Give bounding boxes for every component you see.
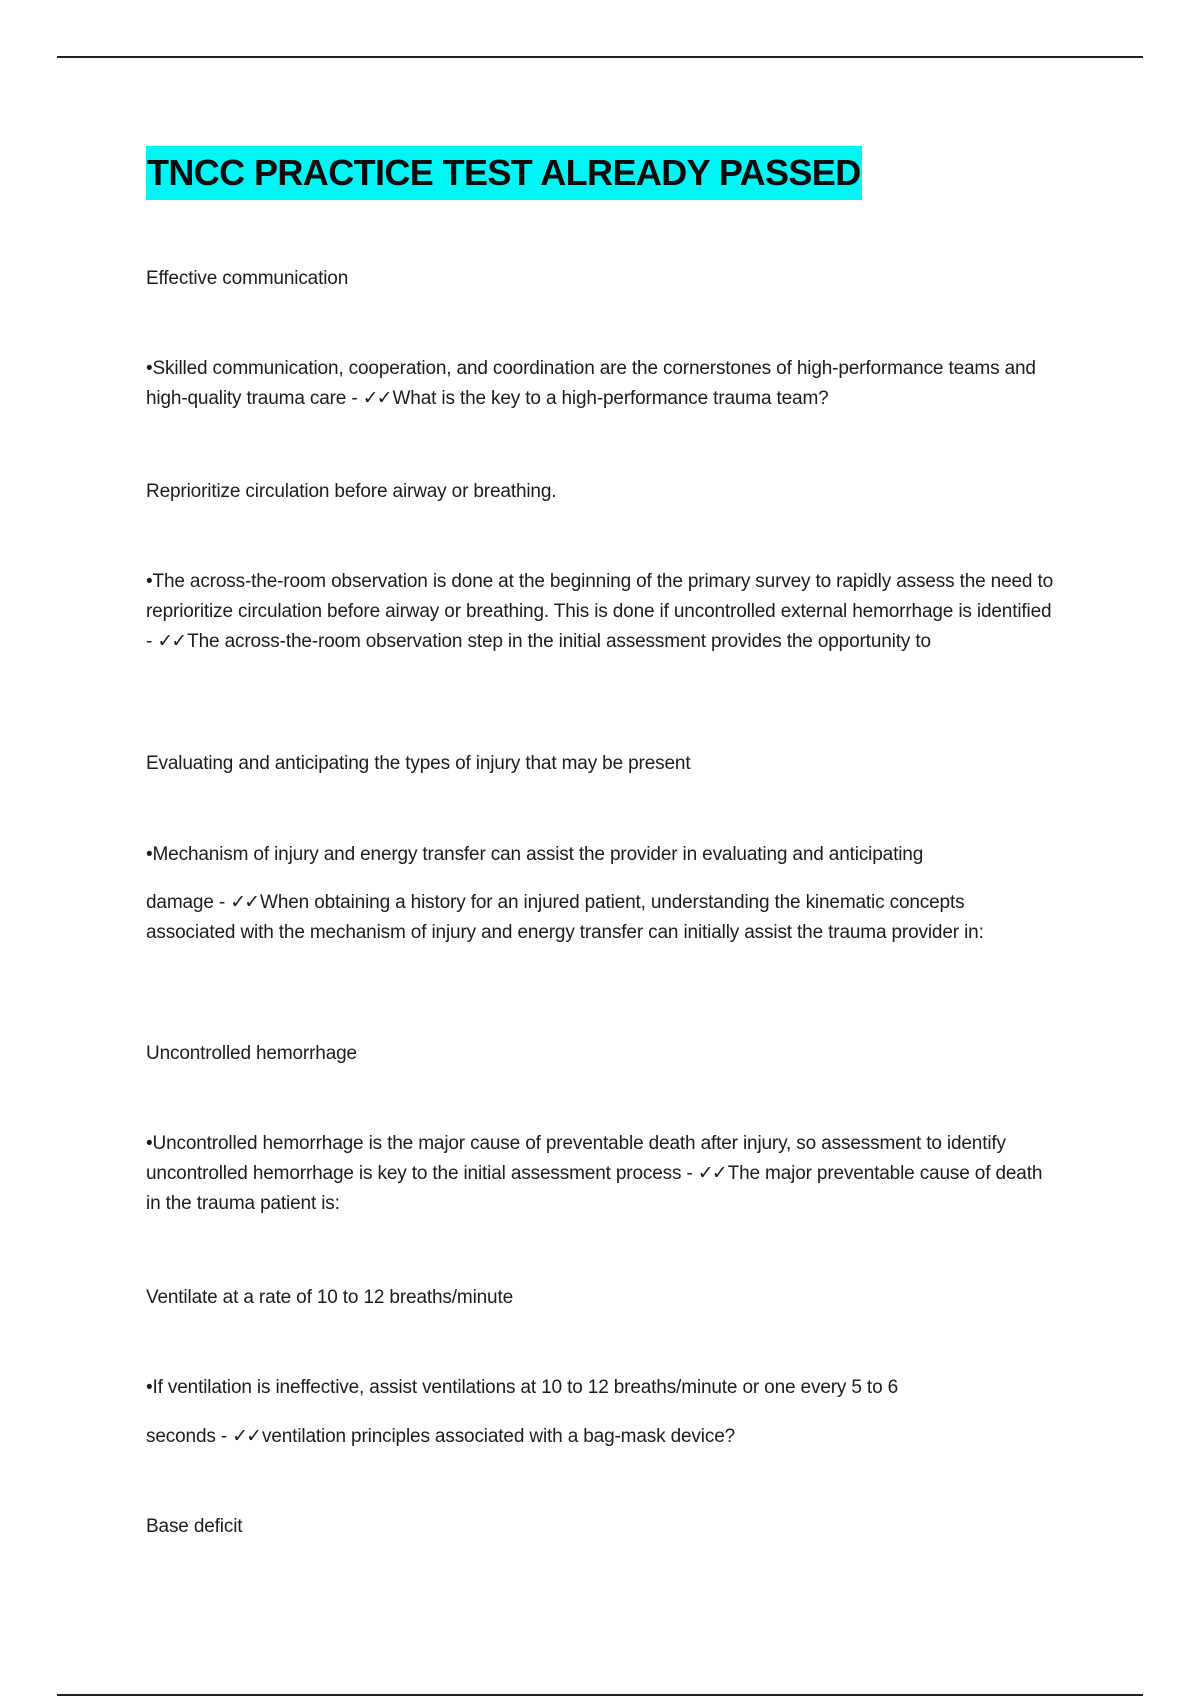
explanation-text: •If ventilation is ineffective, assist ventilations at 10 to 12 breaths/minute or one every 5 to 6 — [146, 1377, 899, 1398]
check-mark-icon: ✓✓ — [230, 892, 259, 913]
answer-text: Ventilate at a rate of 10 to 12 breaths/minute — [146, 1287, 514, 1308]
check-mark-icon: ✓✓ — [697, 1163, 726, 1184]
check-mark-icon: ✓✓ — [362, 388, 391, 409]
explanation-text: •The across-the-room observation is done at the beginning of the primary survey to rapidly assess the need to reprioritize circulation before airway or breathing. This is done if uncontrolled external hemorrhage is identified - ✓✓ The across-the-room observation step in the initial assessment provides the opportunity to — [146, 571, 1054, 652]
title-highlight — [146, 146, 862, 200]
question-text: When obtaining a history for an injured patient, understanding the kinematic concepts associated with the mechanism of injury and energy transfer can initially assist the trauma provider in: — [146, 892, 984, 943]
explanation-text: •Mechanism of injury and energy transfer can assist the provider in evaluating and anticipating — [146, 844, 924, 865]
explanation-text-continued: seconds - ✓✓ ventilation principles associated with a bag-mask device? — [146, 1426, 736, 1447]
explanation-text-continued: damage - ✓✓ When obtaining a history for an injured patient, understanding the kinematic concepts associated with the mechanism of injury and energy transfer can initially assist the trauma provider in: — [146, 892, 984, 943]
answer-text: Evaluating and anticipating the types of injury that may be present — [146, 753, 691, 774]
question-text: The major preventable cause of death in the trauma patient is: — [146, 1163, 1043, 1214]
explanation-text: •Skilled communication, cooperation, and coordination are the cornerstones of high-performance teams and high-quality trauma care - ✓✓ What is the key to a high-performance trauma team? — [146, 358, 1036, 409]
answer-text: Effective communication — [146, 268, 349, 289]
check-mark-icon: ✓✓ — [157, 631, 186, 652]
answer-text: Base deficit — [146, 1516, 243, 1537]
top-rule — [57, 56, 1143, 58]
page-title: TNCC PRACTICE TEST ALREADY PASSED — [147, 152, 861, 193]
question-text: The across-the-room observation step in the initial assessment provides the opportunity to — [187, 631, 931, 652]
question-text: What is the key to a high-performance trauma team? — [392, 388, 829, 409]
question-text: ventilation principles associated with a bag-mask device? — [262, 1426, 736, 1447]
answer-text: Reprioritize circulation before airway or breathing. — [146, 481, 557, 502]
explanation-text: •Uncontrolled hemorrhage is the major cause of preventable death after injury, so assessment to identify uncontrolled hemorrhage is key to the initial assessment process - ✓✓ The major preventable cause of death in the trauma patient is: — [146, 1133, 1043, 1214]
check-mark-icon: ✓✓ — [232, 1426, 260, 1447]
answer-text: Uncontrolled hemorrhage — [146, 1043, 357, 1064]
bottom-rule — [57, 1694, 1143, 1696]
